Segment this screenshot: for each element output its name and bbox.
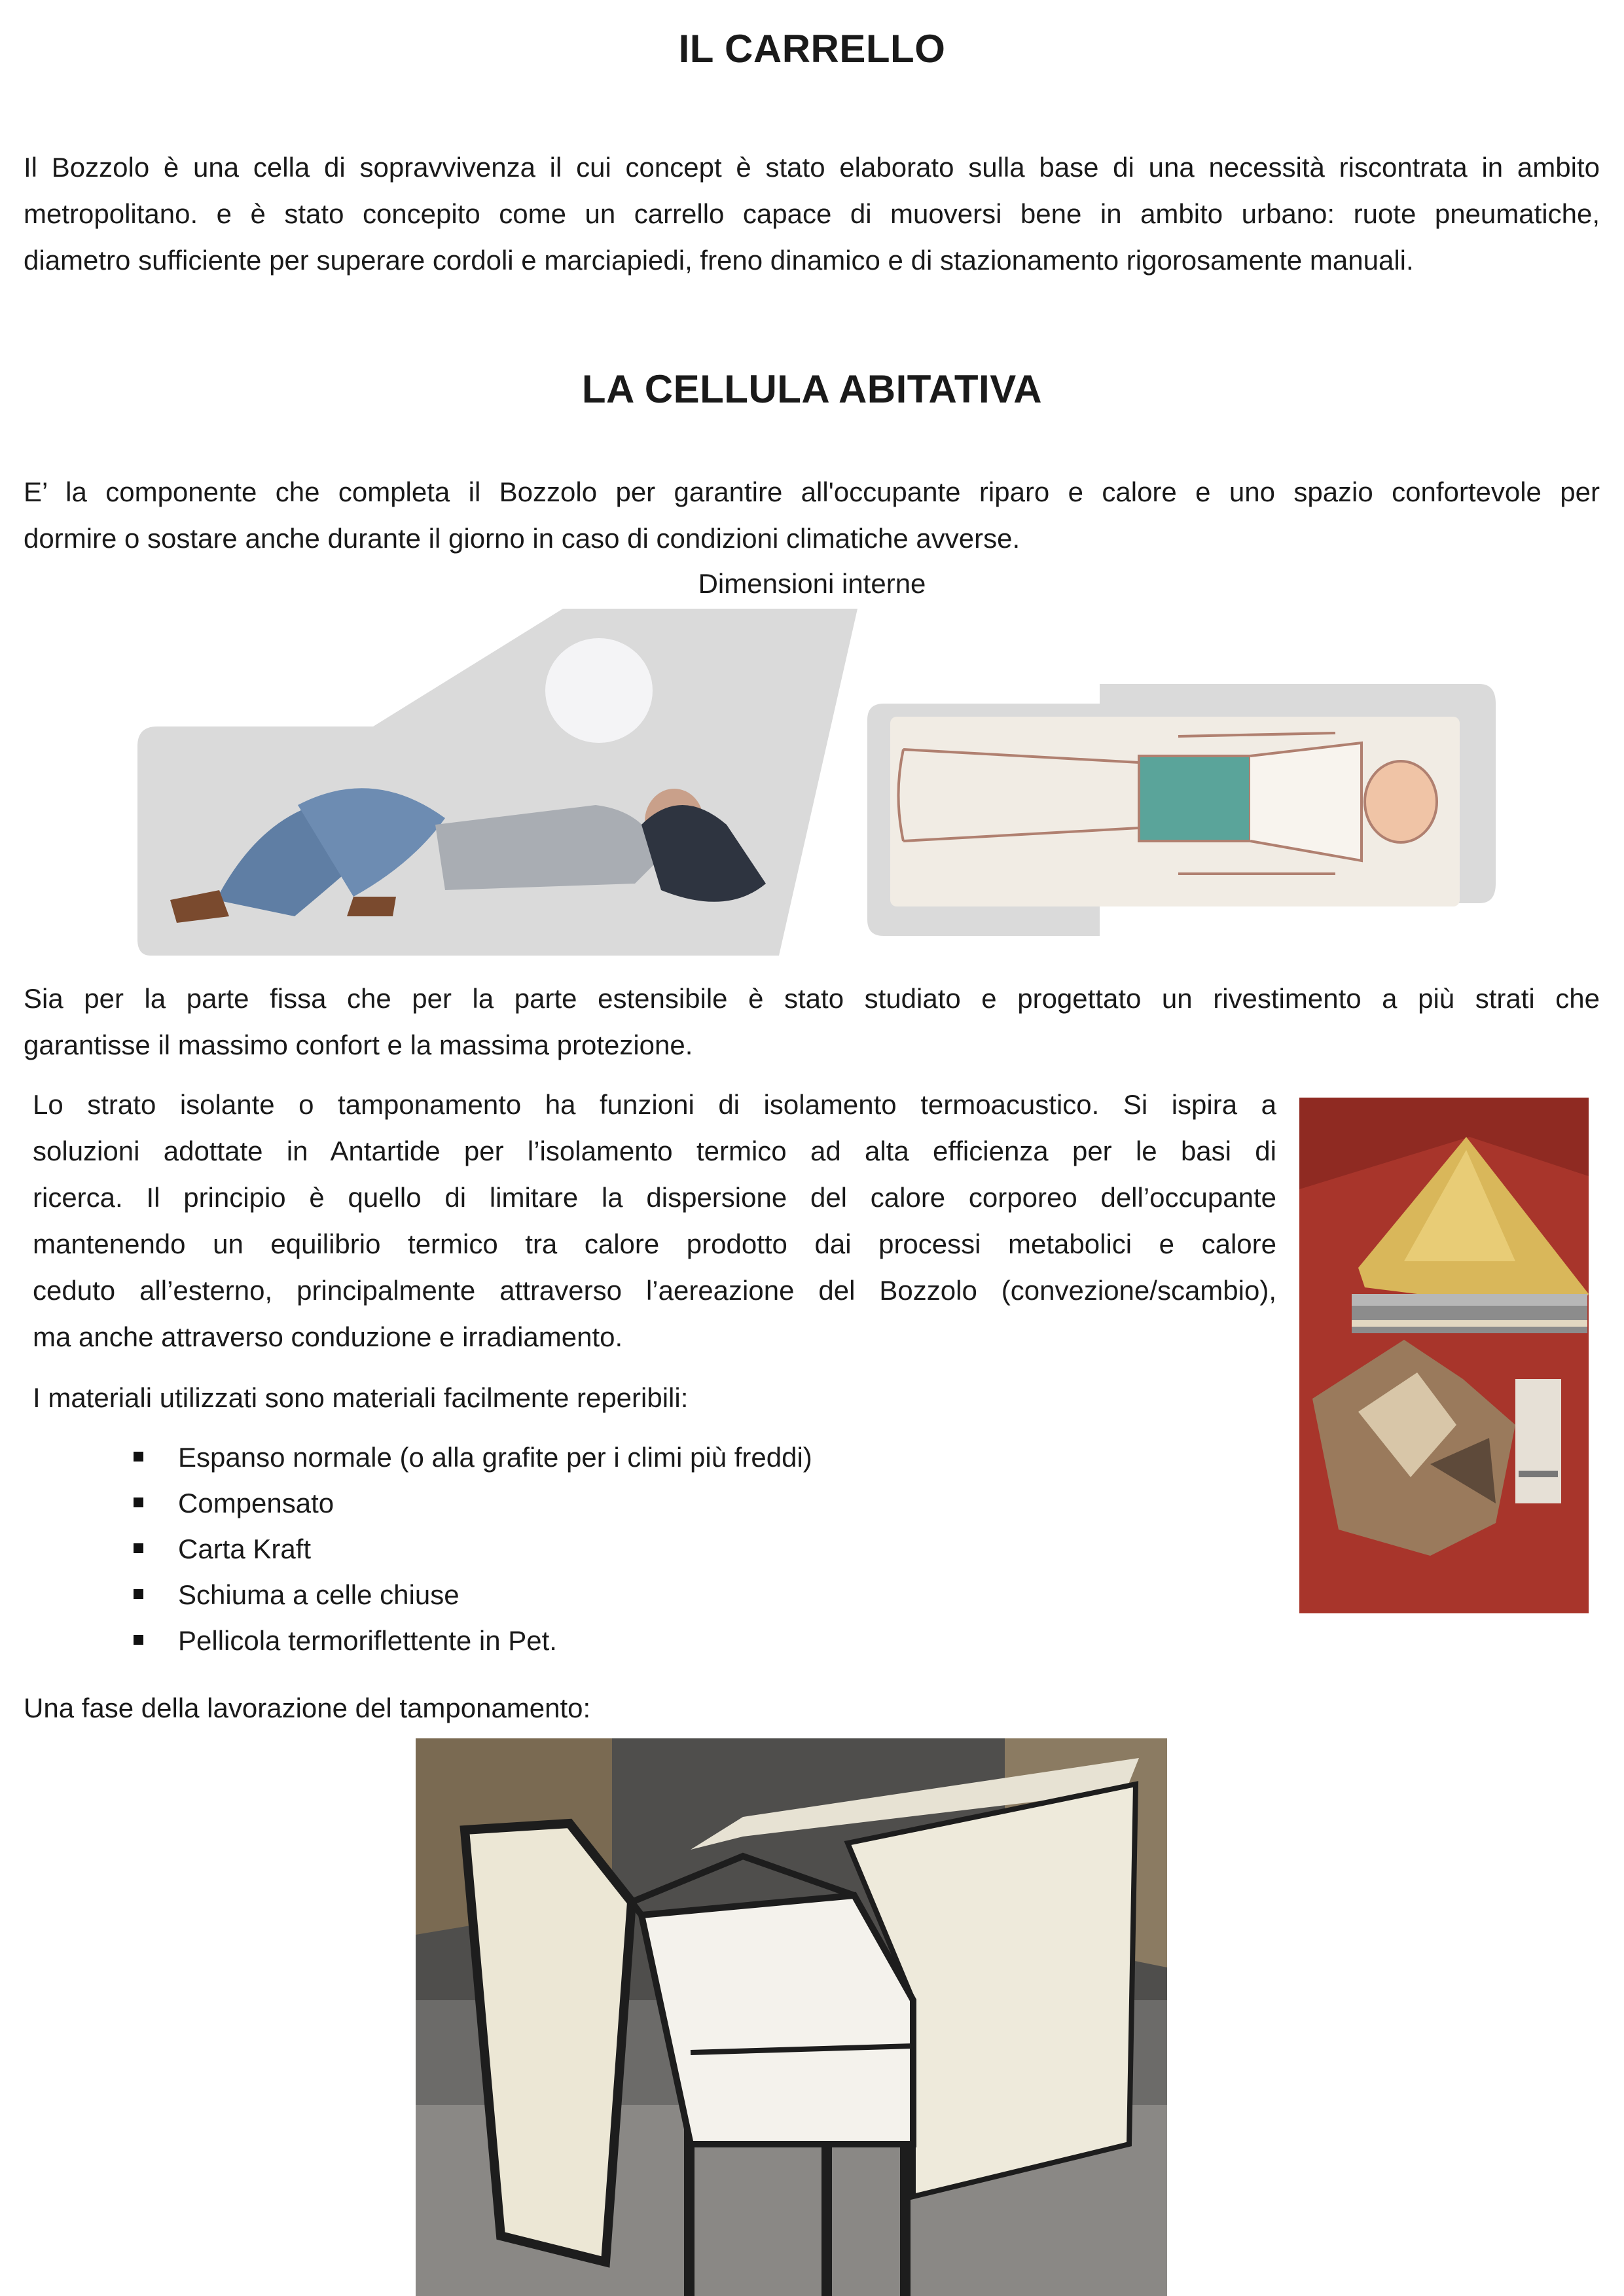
list-item xyxy=(124,1618,812,1664)
bullet-square-icon xyxy=(134,1635,143,1645)
cellula-line-2: dormire o sostare anche durante il giorno in caso di condizioni climatiche avverse. xyxy=(24,523,1020,554)
material-label: Schiuma a celle chiuse xyxy=(178,1579,460,1610)
top-view-diagram xyxy=(864,684,1499,936)
carrello-line-1: Il Bozzolo è una cella di sopravvivenza il cui concept è stato elaborato sulla base di una necessità riscontrata in ambito xyxy=(24,152,1600,183)
isolante-line-3: ricerca. Il principio è quello di limitare la dispersione del calore corporeo dell’occupante xyxy=(33,1182,1276,1213)
rivestimento-line-2: garantisse il massimo confort e la massima protezione. xyxy=(24,1030,693,1060)
cellula-line-1: E’ la componente che completa il Bozzolo per garantire all'occupante riparo e calore e uno spazio confortevole per xyxy=(24,476,1600,507)
materials-intro: I materiali utilizzati sono materiali facilmente reperibili: xyxy=(33,1382,689,1413)
heading-cellula-abitativa: LA CELLULA ABITATIVA xyxy=(581,367,1043,411)
material-label: Compensato xyxy=(178,1488,334,1518)
carrello-line-3: diametro sufficiente per superare cordoli e marciapiedi, freno dinamico e di stazionamento rigorosamente manuali. xyxy=(24,245,1414,276)
rivestimento-line-1: Sia per la parte fissa che per la parte estensibile è stato studiato e progettato un rivestimento a più strati che xyxy=(24,983,1600,1014)
carrello-line-2: metropolitano. e è stato concepito come un carrello capace di muoversi bene in ambito urbano: ruote pneumatiche, xyxy=(24,198,1600,229)
materials-list xyxy=(124,1435,812,1664)
list-item xyxy=(124,1572,812,1618)
dimensions-caption: Dimensioni interne xyxy=(698,568,926,599)
bullet-square-icon xyxy=(134,1589,143,1599)
list-item xyxy=(124,1526,812,1572)
isolante-line-5: ceduto all’esterno, principalmente attraverso l’aereazione del Bozzolo (convezione/scambio), xyxy=(33,1275,1276,1306)
isolante-line-6: ma anche attraverso conduzione e irradiamento. xyxy=(33,1321,623,1352)
material-label: Carta Kraft xyxy=(178,1534,312,1564)
heading-carrello: IL CARRELLO xyxy=(678,27,946,71)
bullet-square-icon xyxy=(134,1543,143,1553)
isolante-line-1: Lo strato isolante o tamponamento ha funzioni di isolamento termoacustico. Si ispira a xyxy=(33,1089,1276,1120)
isolante-line-4: mantenendo un equilibrio termico tra calore prodotto dai processi metabolici e calore xyxy=(33,1229,1276,1259)
material-label: Pellicola termoriflettente in Pet. xyxy=(178,1625,557,1656)
cabinet-interior xyxy=(641,1895,913,2144)
insulation-layers-photo xyxy=(1299,1098,1589,1613)
lavorazione-caption: Una fase della lavorazione del tamponamento: xyxy=(24,1693,591,1723)
list-item xyxy=(124,1435,812,1480)
material-label: Espanso normale (o alla grafite per i climi più freddi) xyxy=(178,1442,812,1473)
side-view-diagram xyxy=(137,609,864,956)
list-item xyxy=(124,1480,812,1526)
isolante-line-2: soluzioni adottate in Antartide per l’isolamento termico ad alta efficienza per le basi di xyxy=(33,1136,1276,1166)
bullet-square-icon xyxy=(134,1498,143,1507)
bullet-square-icon xyxy=(134,1452,143,1462)
window-circle xyxy=(545,638,653,743)
tamponamento-workshop-photo xyxy=(416,1738,1167,2296)
